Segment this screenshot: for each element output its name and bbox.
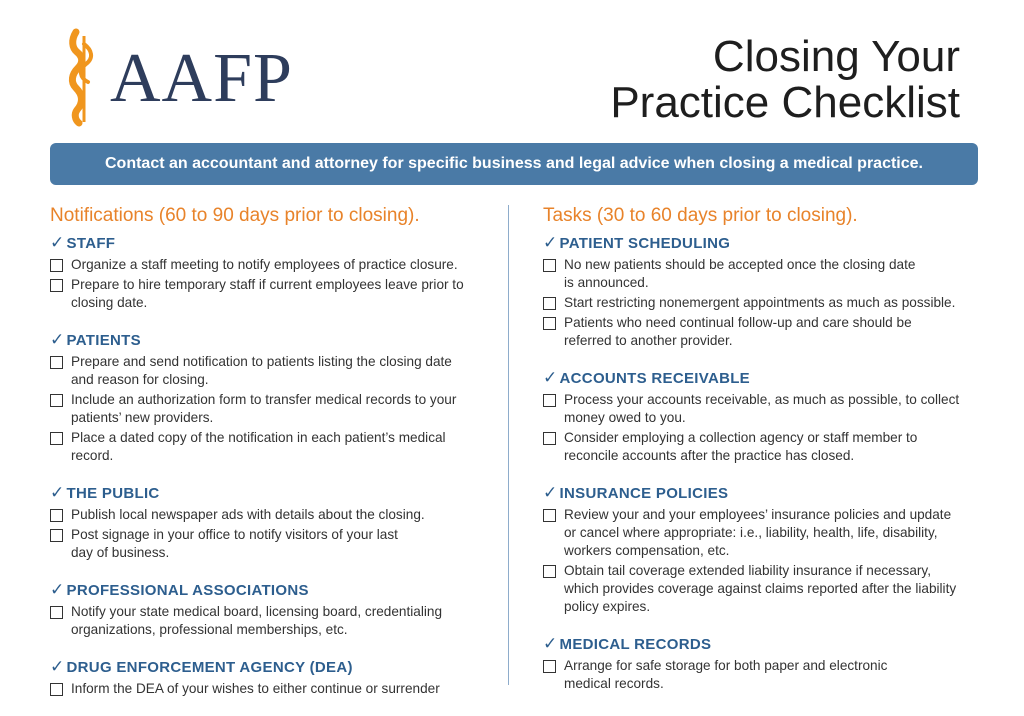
checkmark-icon: ✓ (543, 483, 558, 502)
checkbox[interactable] (543, 259, 556, 272)
item-text (71, 276, 464, 312)
item-text (71, 680, 440, 698)
checkmark-icon: ✓ (50, 580, 65, 599)
checklist-item (50, 526, 495, 562)
section-accounts-receivable (543, 368, 988, 465)
item-line: organizations, professional memberships, etc. (71, 622, 348, 637)
item-line: closing date. (71, 295, 148, 310)
checkmark-icon: ✓ (50, 657, 65, 676)
notifications-column (50, 205, 495, 716)
checklist-item (543, 429, 988, 465)
item-text (564, 294, 955, 312)
item-text (564, 506, 951, 560)
section-the-public (50, 483, 495, 562)
checkbox[interactable] (50, 509, 63, 522)
section-heading (543, 368, 988, 388)
checkmark-icon: ✓ (50, 330, 65, 349)
checkbox[interactable] (50, 606, 63, 619)
section-heading (50, 657, 495, 677)
section-title: STAFF (66, 235, 116, 252)
section-title: INSURANCE POLICIES (559, 485, 729, 502)
item-line: and reason for closing. (71, 372, 209, 387)
item-line: Place a dated copy of the notification in each patient’s medical (71, 430, 446, 445)
item-text (71, 256, 458, 274)
section-heading (543, 483, 988, 503)
checklist-item (543, 391, 988, 427)
item-line: Prepare to hire temporary staff if current employees leave prior to (71, 277, 464, 292)
item-line: Start restricting nonemergent appointments as much as possible. (564, 295, 956, 310)
item-line: Inform the DEA of your wishes to either continue or surrender (71, 681, 440, 696)
checklist-item (50, 680, 495, 698)
checkbox[interactable] (50, 259, 63, 272)
checklist-item (543, 657, 988, 693)
checklist-item (50, 276, 495, 312)
checkbox[interactable] (50, 394, 63, 407)
item-line: policy expires. (564, 599, 651, 614)
section-title: DRUG ENFORCEMENT AGENCY (DEA) (66, 659, 353, 676)
checkbox[interactable] (50, 432, 63, 445)
section-title: ACCOUNTS RECEIVABLE (559, 370, 750, 387)
tasks-column (543, 205, 988, 711)
section-title: PATIENT SCHEDULING (559, 235, 731, 252)
item-line: No new patients should be accepted once the closing date (564, 257, 916, 272)
column-divider (508, 205, 509, 685)
item-line: Patients who need continual follow-up and care should be (564, 315, 912, 330)
checklist-item (543, 294, 988, 312)
section-heading (50, 233, 495, 253)
item-text (564, 429, 917, 465)
checklist-item (543, 314, 988, 350)
checkbox[interactable] (50, 683, 63, 696)
item-text (564, 256, 915, 292)
item-line: Include an authorization form to transfer medical records to your (71, 392, 457, 407)
checkbox[interactable] (543, 565, 556, 578)
item-line: or cancel where appropriate: i.e., liability, health, life, disability, (564, 525, 938, 540)
item-text (71, 391, 456, 427)
item-text (71, 353, 452, 389)
section-title: MEDICAL RECORDS (559, 636, 712, 653)
checkbox[interactable] (50, 356, 63, 369)
page-title (610, 34, 960, 126)
section-medical-records (543, 634, 988, 693)
checkmark-icon: ✓ (50, 233, 65, 252)
aafp-logo (62, 30, 293, 125)
advice-banner: Contact an accountant and attorney for specific business and legal advice when closing a medical practice. (50, 143, 978, 185)
item-line: Organize a staff meeting to notify employees of practice closure. (71, 257, 458, 272)
item-line: is announced. (564, 275, 649, 290)
item-line: day of business. (71, 545, 170, 560)
title-line-2: Practice Checklist (610, 78, 960, 127)
section-heading (50, 483, 495, 503)
item-text (71, 429, 446, 465)
item-line: Obtain tail coverage extended liability insurance if necessary, (564, 563, 931, 578)
item-line: which provides coverage against claims reported after the liability (564, 581, 957, 596)
checkbox[interactable] (50, 529, 63, 542)
item-text (71, 603, 442, 639)
caduceus-icon (62, 30, 102, 125)
checkmark-icon: ✓ (543, 368, 558, 387)
checkbox[interactable] (543, 509, 556, 522)
checkbox[interactable] (543, 297, 556, 310)
section-staff (50, 233, 495, 312)
checkbox[interactable] (543, 394, 556, 407)
item-line: Post signage in your office to notify visitors of your last (71, 527, 398, 542)
checklist-item (543, 562, 988, 616)
item-text (564, 314, 912, 350)
item-line: Publish local newspaper ads with details about the closing. (71, 507, 425, 522)
checklist-item (50, 256, 495, 274)
item-line: Process your accounts receivable, as much as possible, to collect (564, 392, 960, 407)
item-text (564, 391, 959, 427)
logo-text: AAFP (110, 40, 293, 117)
checklist-item (50, 506, 495, 524)
checkmark-icon: ✓ (543, 233, 558, 252)
checklist-item (50, 429, 495, 465)
item-line: reconcile accounts after the practice has closed. (564, 448, 855, 463)
item-line: Consider employing a collection agency or staff member to (564, 430, 918, 445)
section-drug-enforcement-agency-dea (50, 657, 495, 698)
checkbox[interactable] (50, 279, 63, 292)
checklist-item (50, 353, 495, 389)
item-line: workers compensation, etc. (564, 543, 730, 558)
section-insurance-policies (543, 483, 988, 616)
section-heading (543, 233, 988, 253)
item-line: Arrange for safe storage for both paper and electronic (564, 658, 888, 673)
tasks-heading: Tasks (30 to 60 days prior to closing). (543, 205, 858, 226)
checklist-item (543, 506, 988, 560)
item-text (564, 562, 956, 616)
item-text (71, 526, 398, 562)
section-patient-scheduling (543, 233, 988, 350)
item-text (71, 506, 425, 524)
item-line: referred to another provider. (564, 333, 733, 348)
section-heading (50, 580, 495, 600)
item-line: Notify your state medical board, licensing board, credentialing (71, 604, 443, 619)
section-heading (50, 330, 495, 350)
section-title: THE PUBLIC (66, 485, 160, 502)
checklist-item (543, 256, 988, 292)
item-line: Review your and your employees’ insurance policies and update (564, 507, 952, 522)
item-line: record. (71, 448, 114, 463)
checkmark-icon: ✓ (543, 634, 558, 653)
checklist-item (50, 391, 495, 427)
item-line: money owed to you. (564, 410, 686, 425)
item-line: patients’ new providers. (71, 410, 214, 425)
section-patients (50, 330, 495, 465)
checkmark-icon: ✓ (50, 483, 65, 502)
item-line: medical records. (564, 676, 664, 691)
checkbox[interactable] (543, 317, 556, 330)
item-text (564, 657, 887, 693)
checklist-item (50, 603, 495, 639)
title-line-1: Closing Your (712, 32, 960, 81)
item-line: Prepare and send notification to patients listing the closing date (71, 354, 452, 369)
section-title: PATIENTS (66, 332, 141, 349)
section-heading (543, 634, 988, 654)
section-title: PROFESSIONAL ASSOCIATIONS (66, 582, 309, 599)
checkbox[interactable] (543, 432, 556, 445)
section-professional-associations (50, 580, 495, 639)
notifications-heading: Notifications (60 to 90 days prior to closing). (50, 205, 420, 226)
checkbox[interactable] (543, 660, 556, 673)
